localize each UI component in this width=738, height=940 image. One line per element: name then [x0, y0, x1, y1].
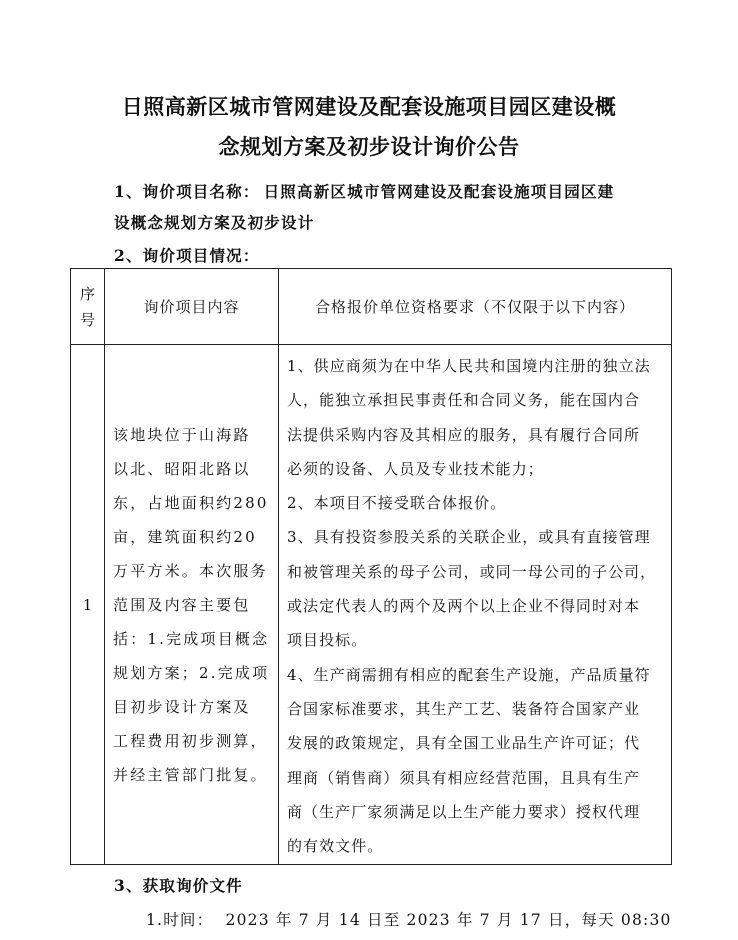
header-seq-line-1: 序	[79, 284, 95, 303]
requirement-line: 人，能独立承担民事责任和合同义务，能在国内合	[287, 391, 641, 410]
row-seq: 1	[71, 345, 105, 865]
table-row	[71, 345, 672, 865]
requirement-line: 商（生产厂家须满足以上生产能力要求）授权代理	[287, 802, 641, 821]
content-line: 该地块位于山海路	[113, 425, 251, 444]
header-seq	[71, 269, 105, 345]
section-1-value-line-1: 日照高新区城市管网建设及配套设施项目园区建	[263, 182, 615, 201]
header-project-content: 询价项目内容	[105, 269, 279, 345]
requirement-line: 发展的政策规定，具有全国工业品生产许可证；代	[287, 734, 641, 753]
requirement-line: 4、生产商需拥有相应的配套生产设施，产品质量符	[287, 665, 651, 684]
section-1-value-line-2: 设概念规划方案及初步设计	[114, 213, 315, 232]
content-line: 亩，建筑面积约20	[113, 527, 257, 546]
content-line: 目初步设计方案及	[113, 697, 251, 716]
requirement-line: 法提供采购内容及其相应的服务，具有履行合同所	[287, 425, 641, 444]
requirement-line: 合国家标准要求，其生产工艺、装备符合国家产业	[287, 699, 641, 718]
requirement-line: 和被管理关系的母子公司，或同一母公司的子公司，	[287, 562, 657, 581]
requirement-line: 1、供应商须为在中华人民共和国境内注册的独立法	[287, 357, 651, 375]
table-header-row	[71, 269, 672, 345]
requirement-line: 2、本项目不接受联合体报价。	[287, 494, 507, 513]
row-qualification-requirements	[279, 345, 672, 865]
requirement-line: 3、具有投资参股关系的关联企业，或具有直接管理	[287, 528, 651, 547]
requirement-line: 项目投标。	[287, 631, 368, 650]
section-1-project-name	[114, 181, 614, 203]
requirement-line: 或法定代表人的两个及两个以上企业不得同时对本	[287, 597, 641, 616]
content-line: 东，占地面积约280	[113, 493, 269, 512]
row-project-content	[105, 345, 279, 865]
section-1-label: 1、询价项目名称：	[114, 182, 260, 201]
content-line: 范围及内容主要包	[113, 595, 251, 614]
content-line: 工程费用初步测算，	[113, 731, 268, 750]
inquiry-project-table	[70, 268, 672, 865]
header-seq-line-2: 号	[79, 310, 95, 329]
requirement-line: 的有效文件。	[287, 837, 384, 856]
document-title-line-1: 日照高新区城市管网建设及配套设施项目园区建设概	[121, 94, 617, 119]
header-qualification-requirements: 合格报价单位资格要求（不仅限于以下内容）	[279, 269, 672, 345]
section-2-label: 2、询价项目情况：	[114, 246, 260, 265]
content-line: 括：1.完成项目概念	[113, 629, 270, 648]
section-3-label: 3、获取询价文件	[114, 876, 243, 895]
document-title-line-2: 念规划方案及初步设计询价公告	[218, 134, 520, 159]
content-line: 以北、昭阳北路以	[113, 459, 251, 478]
content-line: 并经主管部门批复。	[113, 765, 268, 784]
section-3-time-line: 1.时间： 2023 年 7 月 14 日至 2023 年 7 月 17 日，每天 08:30	[146, 911, 672, 929]
requirement-line: 理商（销售商）须具有相应经营范围，且具有生产	[287, 768, 641, 787]
content-line: 万平方米。本次服务	[113, 561, 268, 580]
requirement-line: 必须的设备、人员及专业技术能力；	[287, 459, 544, 478]
content-line: 规划方案；2.完成项	[113, 663, 270, 682]
